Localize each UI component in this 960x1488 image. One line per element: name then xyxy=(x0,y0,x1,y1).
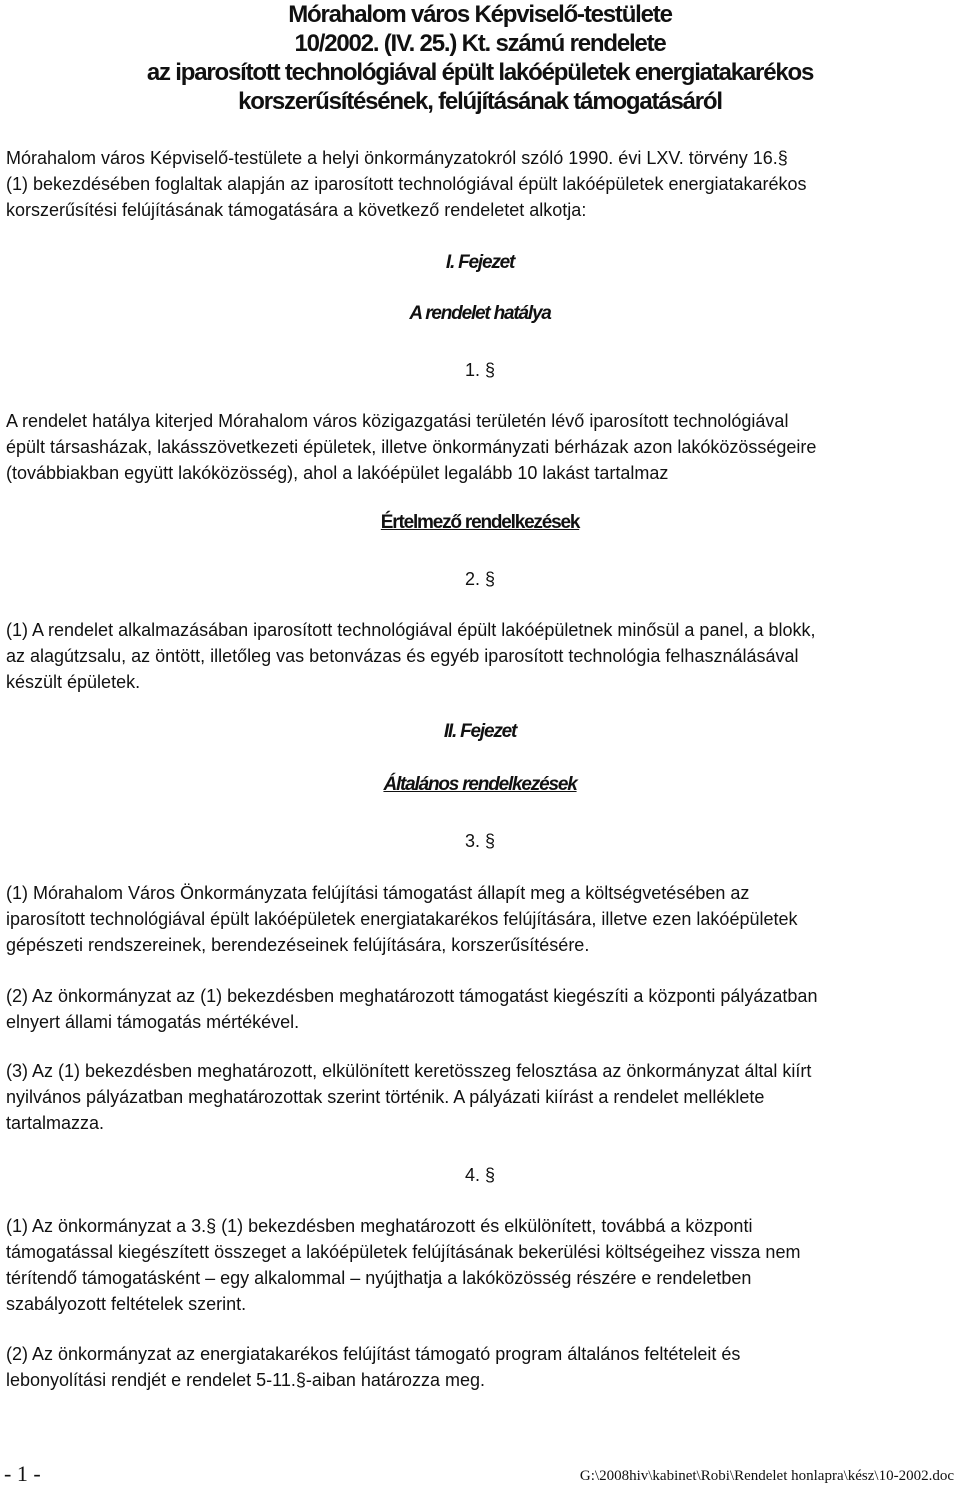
section-3-p1-line-1: (1) Mórahalom Város Önkormányzata felújítási támogatást állapít meg a költségvetésében az xyxy=(6,883,750,903)
section-1-line-2: épült társasházak, lakásszövetkezeti épületek, illetve önkormányzati bérházak azon lakóközösségeire xyxy=(6,437,817,457)
section-3-mark: 3. § xyxy=(464,831,496,851)
section-4-p1-line-4: szabályozott feltételek szerint. xyxy=(6,1294,247,1314)
page-number: - 1 - xyxy=(4,1461,41,1486)
section-2-line-2: az alagútzsalu, az öntött, illetőleg vas betonvázas és egyéb iparosított technológia felhasználásával xyxy=(6,646,799,666)
header-line-3: az iparosított technológiával épült lakóépületek energiatakarékos xyxy=(146,59,814,86)
section-3-p1-line-3: gépészeti rendszereinek, berendezéseinek felújítására, korszerűsítésére. xyxy=(6,935,590,955)
section-1-mark: 1. § xyxy=(464,360,496,380)
definitions-title: Értelmező rendelkezések xyxy=(380,512,580,533)
section-4-mark: 4. § xyxy=(464,1165,496,1185)
section-2-line-1: (1) A rendelet alkalmazásában iparosított technológiával épült lakóépületnek minősül a panel, a blokk, xyxy=(6,620,816,640)
header-line-1: Mórahalom város Képviselő-testülete xyxy=(288,1,672,28)
section-3-p3-line-1: (3) Az (1) bekezdésben meghatározott, elkülönített keretösszeg felosztása az önkormányzat által kiírt xyxy=(6,1061,812,1081)
section-3-p2-line-1: (2) Az önkormányzat az (1) bekezdésben meghatározott támogatást kiegészíti a központi pályázatban xyxy=(6,986,818,1006)
section-2-line-3: készült épületek. xyxy=(6,672,141,692)
section-2-mark: 2. § xyxy=(464,569,496,589)
section-4-p1-line-3: térítendő támogatásként – egy alkalommal – nyújthatja a lakóközösség részére e rendeletben xyxy=(6,1268,752,1288)
section-4-paragraph-2 xyxy=(6,1341,954,1393)
section-3-paragraph-1 xyxy=(6,880,954,958)
section-1-line-1: A rendelet hatálya kiterjed Mórahalom város közigazgatási területén lévő iparosított technológiával xyxy=(6,411,789,431)
section-4-paragraph-1 xyxy=(6,1213,954,1317)
section-3-paragraph-3 xyxy=(6,1058,954,1136)
preamble-line-2: (1) bekezdésében foglaltak alapján az iparosított technológiával épült lakóépületek energiatakarékos xyxy=(6,174,807,194)
section-3-paragraph-2 xyxy=(6,983,954,1035)
preamble-line-1: Mórahalom város Képviselő-testülete a helyi önkormányzatokról szóló 1990. évi LXV. törvény 16.§ xyxy=(6,148,788,168)
section-3-p3-line-2: nyilvános pályázatban meghatározottak szerint történik. A pályázati kiírást a rendelet melléklete xyxy=(6,1087,765,1107)
section-1-line-3: (továbbiakban együtt lakóközösség), ahol a lakóépület legalább 10 lakást tartalmaz xyxy=(6,463,669,483)
section-4-p2-line-1: (2) Az önkormányzat az energiatakarékos felújítást támogató program általános feltételeit és xyxy=(6,1344,741,1364)
section-4-p1-line-1: (1) Az önkormányzat a 3.§ (1) bekezdésben meghatározott és elkülönített, továbbá a központi xyxy=(6,1216,753,1236)
preamble-line-3: korszerűsítési felújításának támogatására a következő rendeletet alkotja: xyxy=(6,200,587,220)
section-4-p1-line-2: támogatással kiegészített összeget a lakóépületek felújításának bekerülési költségeihez vissza nem xyxy=(6,1242,801,1262)
chapter-2-title: II. Fejezet xyxy=(443,721,517,742)
chapter-1-title: I. Fejezet xyxy=(445,252,515,273)
section-4-p2-line-2: lebonyolítási rendjét e rendelet 5-11.§-aiban határozza meg. xyxy=(6,1370,485,1390)
section-3-p1-line-2: iparosított technológiával épült lakóépületek energiatakarékos felújítására, illetve ezen lakóépületek xyxy=(6,909,798,929)
chapter-2-subtitle: Általános rendelkezések xyxy=(383,774,577,795)
section-2-text xyxy=(6,617,954,695)
file-path: G:\2008hiv\kabinet\Robi\Rendelet honlapra\kész\10-2002.doc xyxy=(579,1468,954,1484)
header-line-4: korszerűsítésének, felújításának támogatásáról xyxy=(238,88,722,115)
preamble xyxy=(6,145,954,223)
section-3-p2-line-2: elnyert állami támogatás mértékével. xyxy=(6,1012,300,1032)
section-3-p3-line-3: tartalmazza. xyxy=(6,1113,105,1133)
section-1-text xyxy=(6,408,954,486)
header-line-2: 10/2002. (IV. 25.) Kt. számú rendelete xyxy=(294,30,666,57)
chapter-1-subtitle: A rendelet hatálya xyxy=(409,303,551,324)
